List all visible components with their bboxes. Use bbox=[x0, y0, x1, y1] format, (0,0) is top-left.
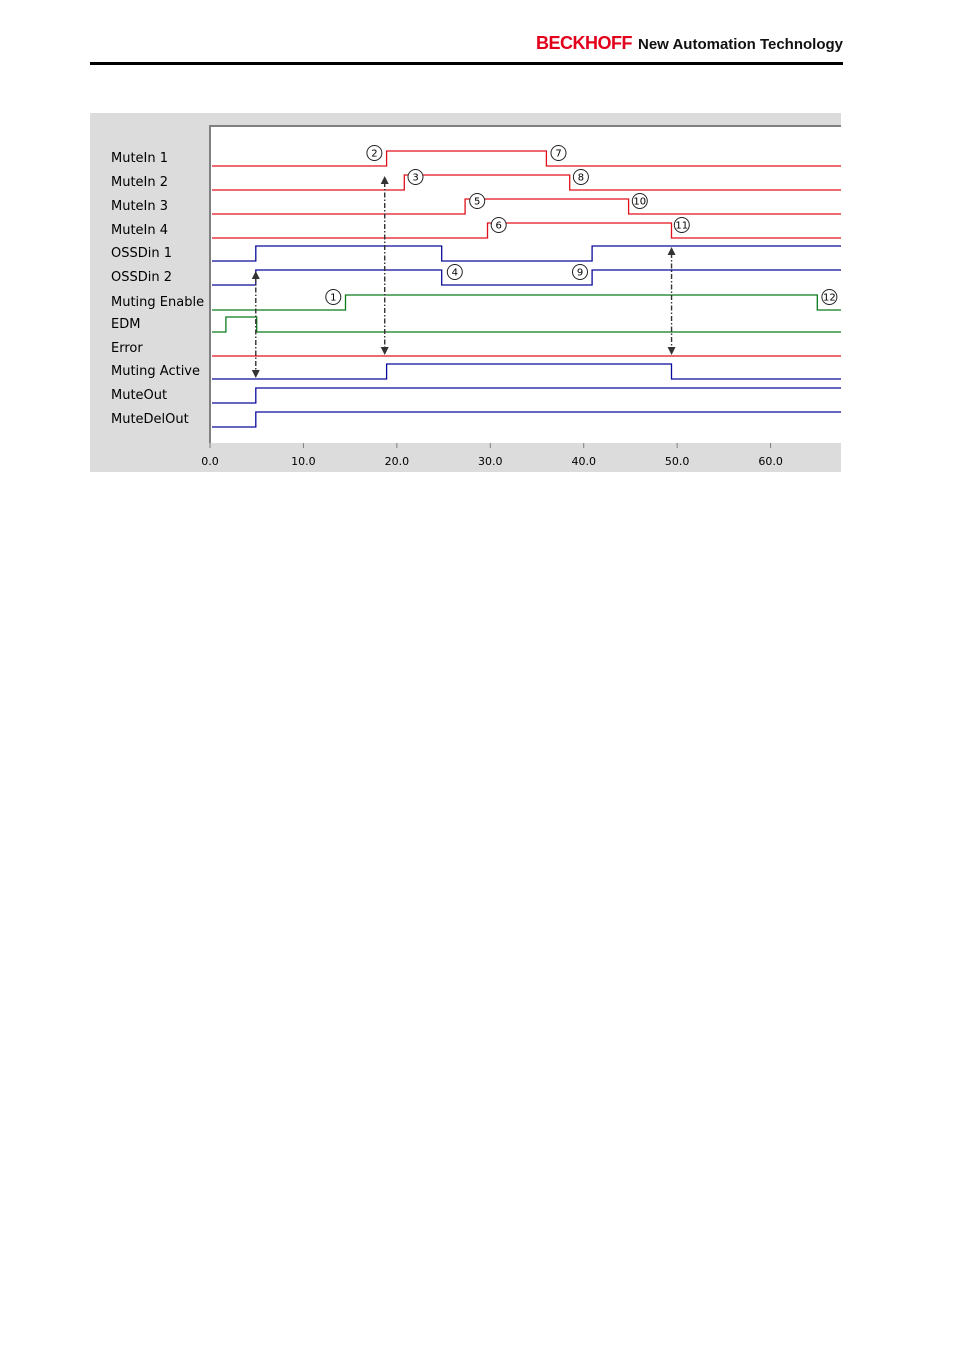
timing-diagram bbox=[90, 113, 841, 472]
signal-label-mutein-4: MuteIn 4 bbox=[111, 223, 169, 238]
signal-label-muting-active: Muting Active bbox=[111, 364, 201, 379]
event-marker-label: 8 bbox=[577, 172, 585, 184]
event-marker-label: 1 bbox=[330, 292, 337, 304]
event-marker-label: 7 bbox=[555, 148, 562, 160]
page-header bbox=[90, 30, 843, 64]
signal-label-muteout: MuteOut bbox=[111, 388, 168, 403]
header-rule bbox=[90, 62, 843, 65]
x-tick-label: 60.0 bbox=[758, 455, 783, 468]
event-marker-label: 4 bbox=[451, 267, 458, 279]
x-tick-label: 50.0 bbox=[664, 455, 690, 468]
event-marker-label: 9 bbox=[576, 267, 584, 279]
signal-label-ossdin-2: OSSDin 2 bbox=[111, 270, 173, 285]
signal-label-ossdin-1: OSSDin 1 bbox=[111, 246, 173, 261]
signal-label-mutein-2: MuteIn 2 bbox=[111, 175, 169, 190]
signal-label-mutein-3: MuteIn 3 bbox=[111, 199, 169, 214]
event-marker-label: 5 bbox=[474, 196, 481, 208]
x-tick-label: 10.0 bbox=[291, 455, 316, 468]
x-tick-label: 30.0 bbox=[478, 455, 503, 468]
signal-label-mutein-1: MuteIn 1 bbox=[111, 151, 169, 166]
event-marker-label: 6 bbox=[495, 220, 502, 232]
signal-label-edm: EDM bbox=[111, 317, 141, 332]
signal-label-mutedelout: MuteDelOut bbox=[111, 412, 189, 427]
event-marker-label: 11 bbox=[675, 220, 689, 232]
timing-diagram-svg bbox=[90, 113, 841, 472]
event-marker-label: 2 bbox=[371, 148, 378, 160]
signal-label-muting-enable: Muting Enable bbox=[111, 295, 205, 310]
brand-logo: BECKHOFF bbox=[536, 33, 632, 53]
event-marker-label: 12 bbox=[823, 292, 836, 304]
x-tick-label: 0.0 bbox=[201, 455, 219, 468]
x-tick-label: 40.0 bbox=[571, 455, 596, 468]
brand-tagline: New Automation Technology bbox=[638, 36, 843, 53]
event-marker-label: 3 bbox=[412, 172, 419, 184]
signal-label-error: Error bbox=[111, 341, 143, 356]
event-marker-label: 10 bbox=[633, 196, 647, 208]
x-tick-label: 20.0 bbox=[384, 455, 410, 468]
brand-block bbox=[536, 33, 843, 54]
